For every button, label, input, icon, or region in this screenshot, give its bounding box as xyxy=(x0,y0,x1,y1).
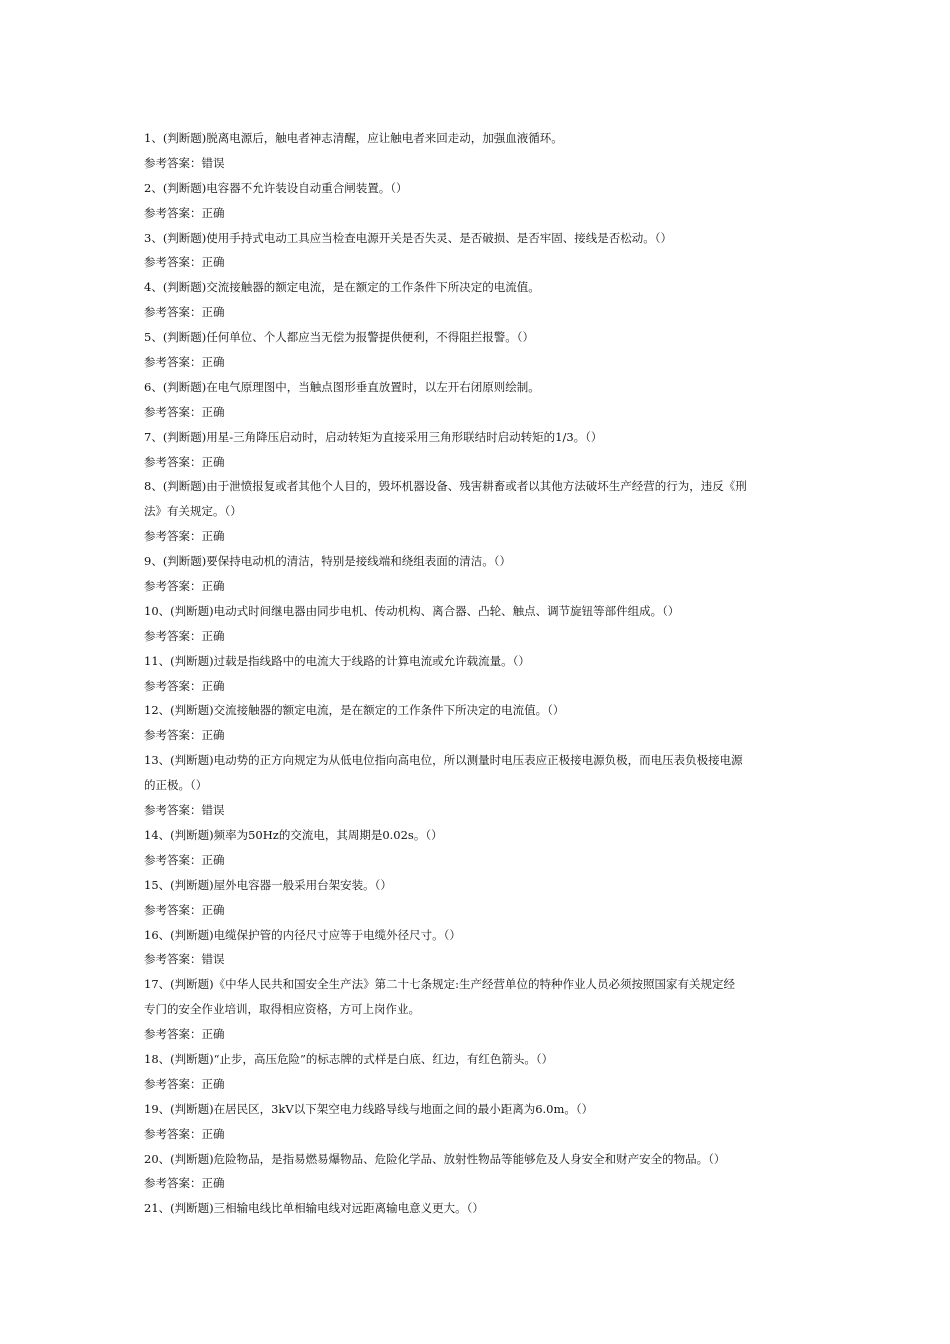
question-text: 5、(判断题)任何单位、个人都应当无偿为报警提供便利，不得阻拦报警。（） xyxy=(144,330,535,345)
answer-line xyxy=(144,674,810,699)
question-text: 16、(判断题)电缆保护管的内径尺寸应等于电缆外径尺寸。（） xyxy=(144,927,461,942)
answer-value: 正确 xyxy=(201,852,225,867)
question-text: 8、(判断题)由于泄愤报复或者其他个人目的，毁坏机器设备、残害耕畜或者以其他方法破坏生产经营的行为，违反《刑 xyxy=(144,479,747,494)
question-item xyxy=(144,873,810,923)
question-item xyxy=(144,375,810,425)
answer-line xyxy=(144,1022,810,1047)
answer-value: 正确 xyxy=(201,902,225,917)
answer-line xyxy=(144,400,810,425)
question-item xyxy=(144,748,810,823)
question-item xyxy=(144,972,810,1047)
question-text: 10、(判断题)电动式时间继电器由同步电机、传动机构、离合器、凸轮、触点、调节旋钮等部件组成。（） xyxy=(144,603,680,618)
question-item xyxy=(144,698,810,748)
answer-prefix: 参考答案： xyxy=(144,1176,202,1191)
question-text: 11、(判断题)过载是指线路中的电流大于线路的计算电流或允许载流量。（） xyxy=(144,653,530,668)
question-text: 4、(判断题)交流接触器的额定电流，是在额定的工作条件下所决定的电流值。 xyxy=(144,280,540,295)
answer-value: 错误 xyxy=(201,803,225,818)
answer-line xyxy=(144,1122,810,1147)
answer-prefix: 参考答案： xyxy=(144,205,202,220)
answer-line xyxy=(144,1171,810,1196)
answer-line xyxy=(144,848,810,873)
answer-value: 正确 xyxy=(201,1176,225,1191)
question-item xyxy=(144,275,810,325)
question-text: 7、(判断题)用星-三角降压启动时，启动转矩为直接采用三角形联结时启动转矩的1/3。（） xyxy=(144,429,603,444)
question-text: 12、(判断题)交流接触器的额定电流，是在额定的工作条件下所决定的电流值。（） xyxy=(144,703,565,718)
question-text: 20、(判断题)危险物品，是指易燃易爆物品、危险化学品、放射性物品等能够危及人身安全和财产安全的物品。（） xyxy=(144,1151,726,1166)
question-item xyxy=(144,325,810,375)
answer-prefix: 参考答案： xyxy=(144,803,202,818)
answer-prefix: 参考答案： xyxy=(144,454,202,469)
question-item xyxy=(144,1196,810,1221)
answer-line xyxy=(144,151,810,176)
question-item xyxy=(144,176,810,226)
question-text: 14、(判断题)频率为50Hz的交流电，其周期是0.02s。（） xyxy=(144,827,443,842)
answer-line xyxy=(144,201,810,226)
answer-value: 错误 xyxy=(201,952,225,967)
question-text: 3、(判断题)使用手持式电动工具应当检查电源开关是否失灵、是否破损、是否牢固、接线是否松动。（） xyxy=(144,230,673,245)
question-text: 17、(判断题)《中华人民共和国安全生产法》第二十七条规定:生产经营单位的特种作业人员必须按照国家有关规定经 xyxy=(144,977,735,992)
answer-value: 错误 xyxy=(201,155,225,170)
question-text: 18、(判断题)“止步，高压危险”的标志牌的式样是白底、红边，有红色箭头。（） xyxy=(144,1051,554,1066)
answer-line xyxy=(144,898,810,923)
answer-prefix: 参考答案： xyxy=(144,355,202,370)
answer-prefix: 参考答案： xyxy=(144,579,202,594)
question-item xyxy=(144,823,810,873)
answer-line xyxy=(144,250,810,275)
answer-prefix: 参考答案： xyxy=(144,155,202,170)
question-item xyxy=(144,425,810,475)
answer-line xyxy=(144,1072,810,1097)
question-text: 1、(判断题)脱离电源后，触电者神志清醒，应让触电者来回走动，加强血液循环。 xyxy=(144,131,563,145)
answer-value: 正确 xyxy=(201,529,225,544)
answer-value: 正确 xyxy=(201,355,225,370)
question-text: 9、(判断题)要保持电动机的清洁，特别是接线端和绕组表面的清洁。（） xyxy=(144,554,512,569)
answer-line xyxy=(144,798,810,823)
answer-line xyxy=(144,524,810,549)
answer-value: 正确 xyxy=(201,255,225,270)
answer-prefix: 参考答案： xyxy=(144,305,202,320)
question-item xyxy=(144,1047,810,1097)
question-text: 的正极。（） xyxy=(144,778,208,793)
answer-value: 正确 xyxy=(201,678,225,693)
question-text: 法》有关规定。（） xyxy=(144,504,242,519)
answer-prefix: 参考答案： xyxy=(144,404,202,419)
question-text: 19、(判断题)在居民区，3kV以下架空电力线路导线与地面之间的最小距离为6.0m。（） xyxy=(144,1101,594,1116)
answer-prefix: 参考答案： xyxy=(144,1027,202,1042)
answer-value: 正确 xyxy=(201,404,225,419)
answer-prefix: 参考答案： xyxy=(144,902,202,917)
question-item xyxy=(144,923,810,973)
question-item xyxy=(144,649,810,699)
answer-prefix: 参考答案： xyxy=(144,952,202,967)
answer-value: 正确 xyxy=(201,1027,225,1042)
question-text: 21、(判断题)三相输电线比单相输电线对远距离输电意义更大。（） xyxy=(144,1201,484,1216)
answer-prefix: 参考答案： xyxy=(144,678,202,693)
question-item xyxy=(144,1147,810,1197)
answer-prefix: 参考答案： xyxy=(144,1076,202,1091)
question-item xyxy=(144,1097,810,1147)
answer-prefix: 参考答案： xyxy=(144,852,202,867)
answer-prefix: 参考答案： xyxy=(144,1126,202,1141)
answer-value: 正确 xyxy=(201,454,225,469)
question-item xyxy=(144,599,810,649)
question-text: 2、(判断题)电容器不允许装设自动重合闸装置。（） xyxy=(144,180,408,195)
question-item xyxy=(144,126,810,176)
answer-prefix: 参考答案： xyxy=(144,628,202,643)
question-text: 15、(判断题)屋外电容器一般采用台架安装。（） xyxy=(144,877,392,892)
answer-prefix: 参考答案： xyxy=(144,529,202,544)
answer-line xyxy=(144,450,810,475)
answer-line xyxy=(144,300,810,325)
question-item xyxy=(144,474,810,549)
answer-value: 正确 xyxy=(201,728,225,743)
question-text: 6、(判断题)在电气原理图中，当触点图形垂直放置时，以左开右闭原则绘制。 xyxy=(144,379,540,394)
answer-line xyxy=(144,574,810,599)
question-text: 13、(判断题)电动势的正方向规定为从低电位指向高电位，所以测量时电压表应正极接电源负极，而电压表负极接电源 xyxy=(144,753,743,768)
question-item xyxy=(144,226,810,276)
answer-value: 正确 xyxy=(201,1076,225,1091)
answer-line xyxy=(144,624,810,649)
answer-value: 正确 xyxy=(201,628,225,643)
question-item xyxy=(144,549,810,599)
answer-value: 正确 xyxy=(201,1126,225,1141)
answer-line xyxy=(144,350,810,375)
answer-value: 正确 xyxy=(201,305,225,320)
answer-prefix: 参考答案： xyxy=(144,255,202,270)
answer-value: 正确 xyxy=(201,205,225,220)
question-text: 专门的安全作业培训，取得相应资格，方可上岗作业。 xyxy=(144,1002,420,1017)
answer-prefix: 参考答案： xyxy=(144,728,202,743)
answer-line xyxy=(144,723,810,748)
document-page xyxy=(144,126,810,1221)
answer-line xyxy=(144,947,810,972)
answer-value: 正确 xyxy=(201,579,225,594)
